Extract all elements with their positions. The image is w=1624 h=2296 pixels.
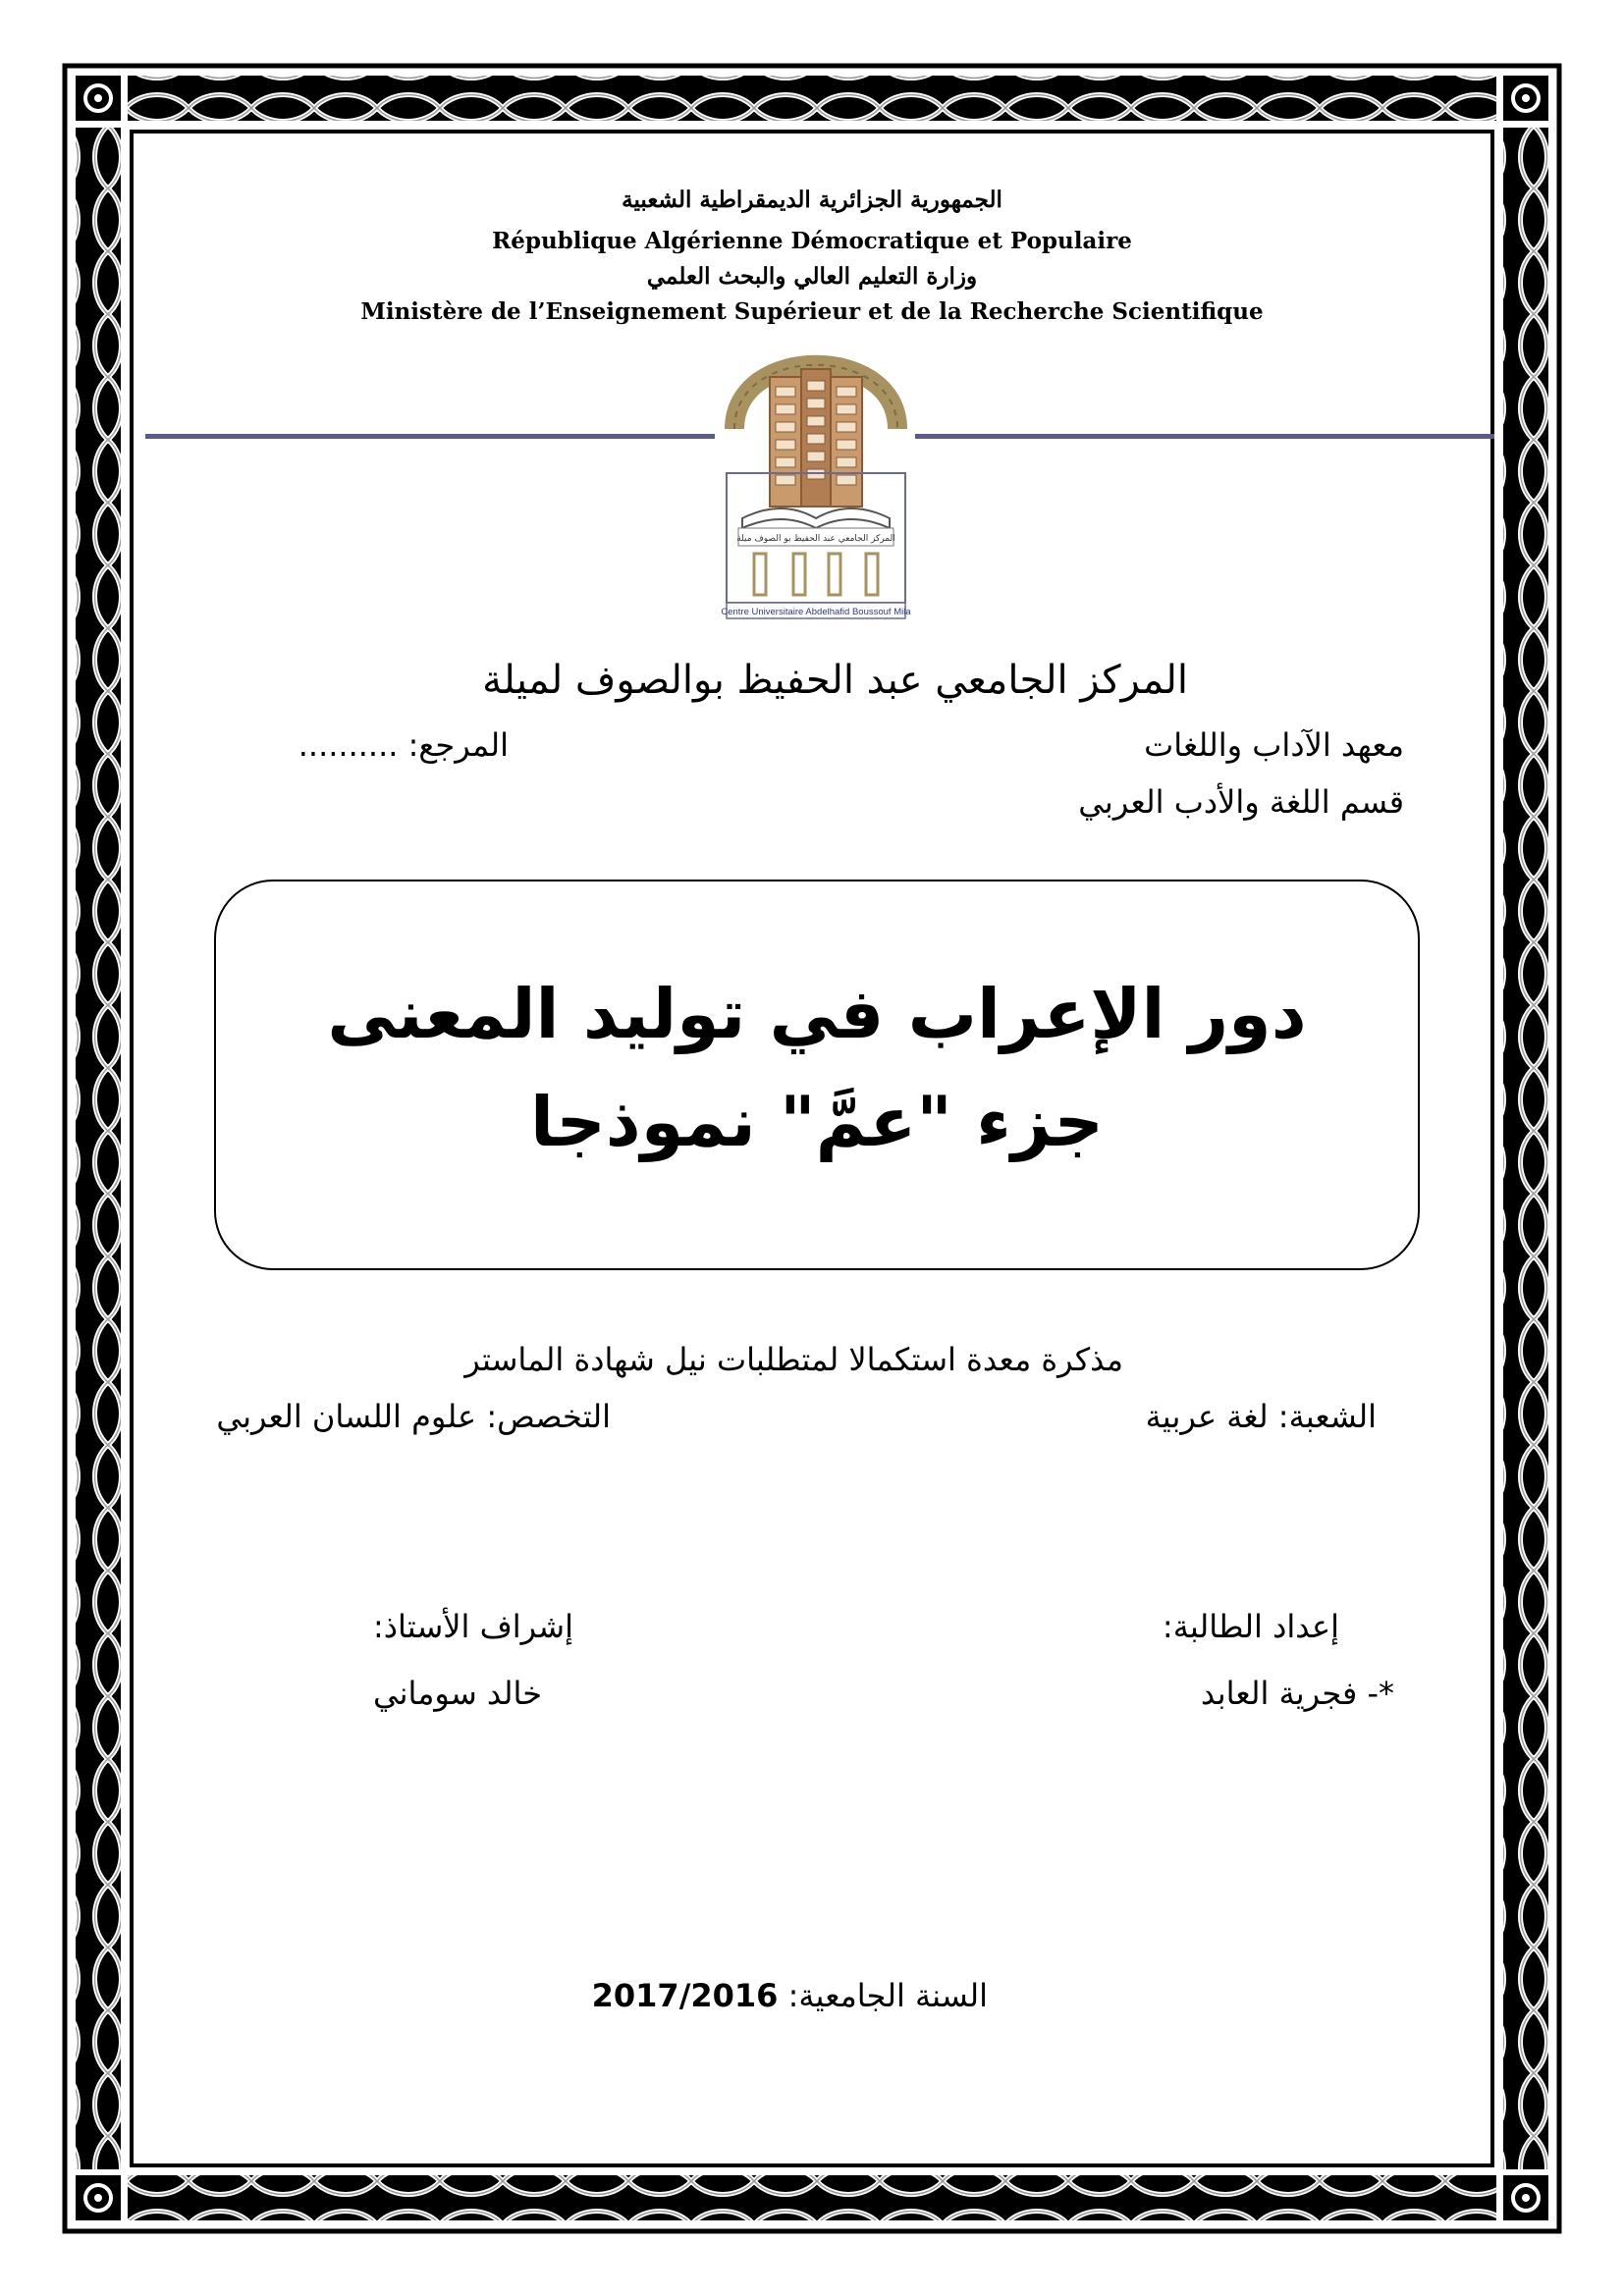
title-box [214, 880, 1420, 1270]
divider-right [915, 434, 1494, 439]
department-name: قسم اللغة والأدب العربي [1078, 783, 1404, 821]
branch-field: الشعبة: لغة عربية [1145, 1398, 1377, 1435]
corner-ornament-bottom-right [1503, 2175, 1548, 2220]
memo-statement: مذكرة معدة استكمالا لمتطلبات نيل شهادة الماستر [464, 1341, 1123, 1378]
student-label: إعداد الطالبة: [1162, 1608, 1339, 1645]
academic-year-value: 2017/2016 [591, 1977, 779, 2014]
academic-year [592, 1977, 988, 2014]
corner-ornament-top-left [76, 76, 121, 121]
specialty-field: التخصص: علوم اللسان العربي [216, 1398, 611, 1435]
university-logo [713, 326, 919, 620]
thesis-title-line-1: دور الإعراب في توليد المعنى [327, 974, 1307, 1054]
corner-ornament-bottom-left [76, 2175, 121, 2220]
corner-ornament-top-right [1503, 76, 1548, 121]
student-name: *- فجرية العابد [1200, 1675, 1394, 1712]
republic-arabic: الجمهورية الجزائرية الديمقراطية الشعبية [622, 187, 1002, 213]
republic-french: République Algérienne Démocratique et Populaire [492, 228, 1132, 254]
supervisor-name: خالد سوماني [372, 1675, 542, 1712]
supervisor-label: إشراف الأستاذ: [373, 1608, 573, 1645]
institution-name: المركز الجامعي عبد الحفيظ بوالصوف لميلة [482, 658, 1188, 703]
logo-caption-arabic: المركز الجامعي عبد الحفيظ بو الصوف ميلة [736, 534, 895, 544]
ministry-arabic: وزارة التعليم العالي والبحث العلمي [646, 263, 978, 290]
ministry-french: Ministère de l’Enseignement Supérieur et de la Recherche Scientifique [360, 298, 1264, 325]
divider-left [145, 434, 715, 439]
reference-field: المرجع: .......... [298, 726, 509, 764]
academic-year-label: السنة الجامعية: [787, 1977, 988, 2014]
institute-name: معهد الآداب واللغات [1144, 726, 1404, 764]
thesis-title-line-2: جزء "عمَّ" نموذجا [530, 1082, 1104, 1162]
logo-caption-french: Centre Universitaire Abdelhafid Boussouf Mila [721, 607, 911, 617]
